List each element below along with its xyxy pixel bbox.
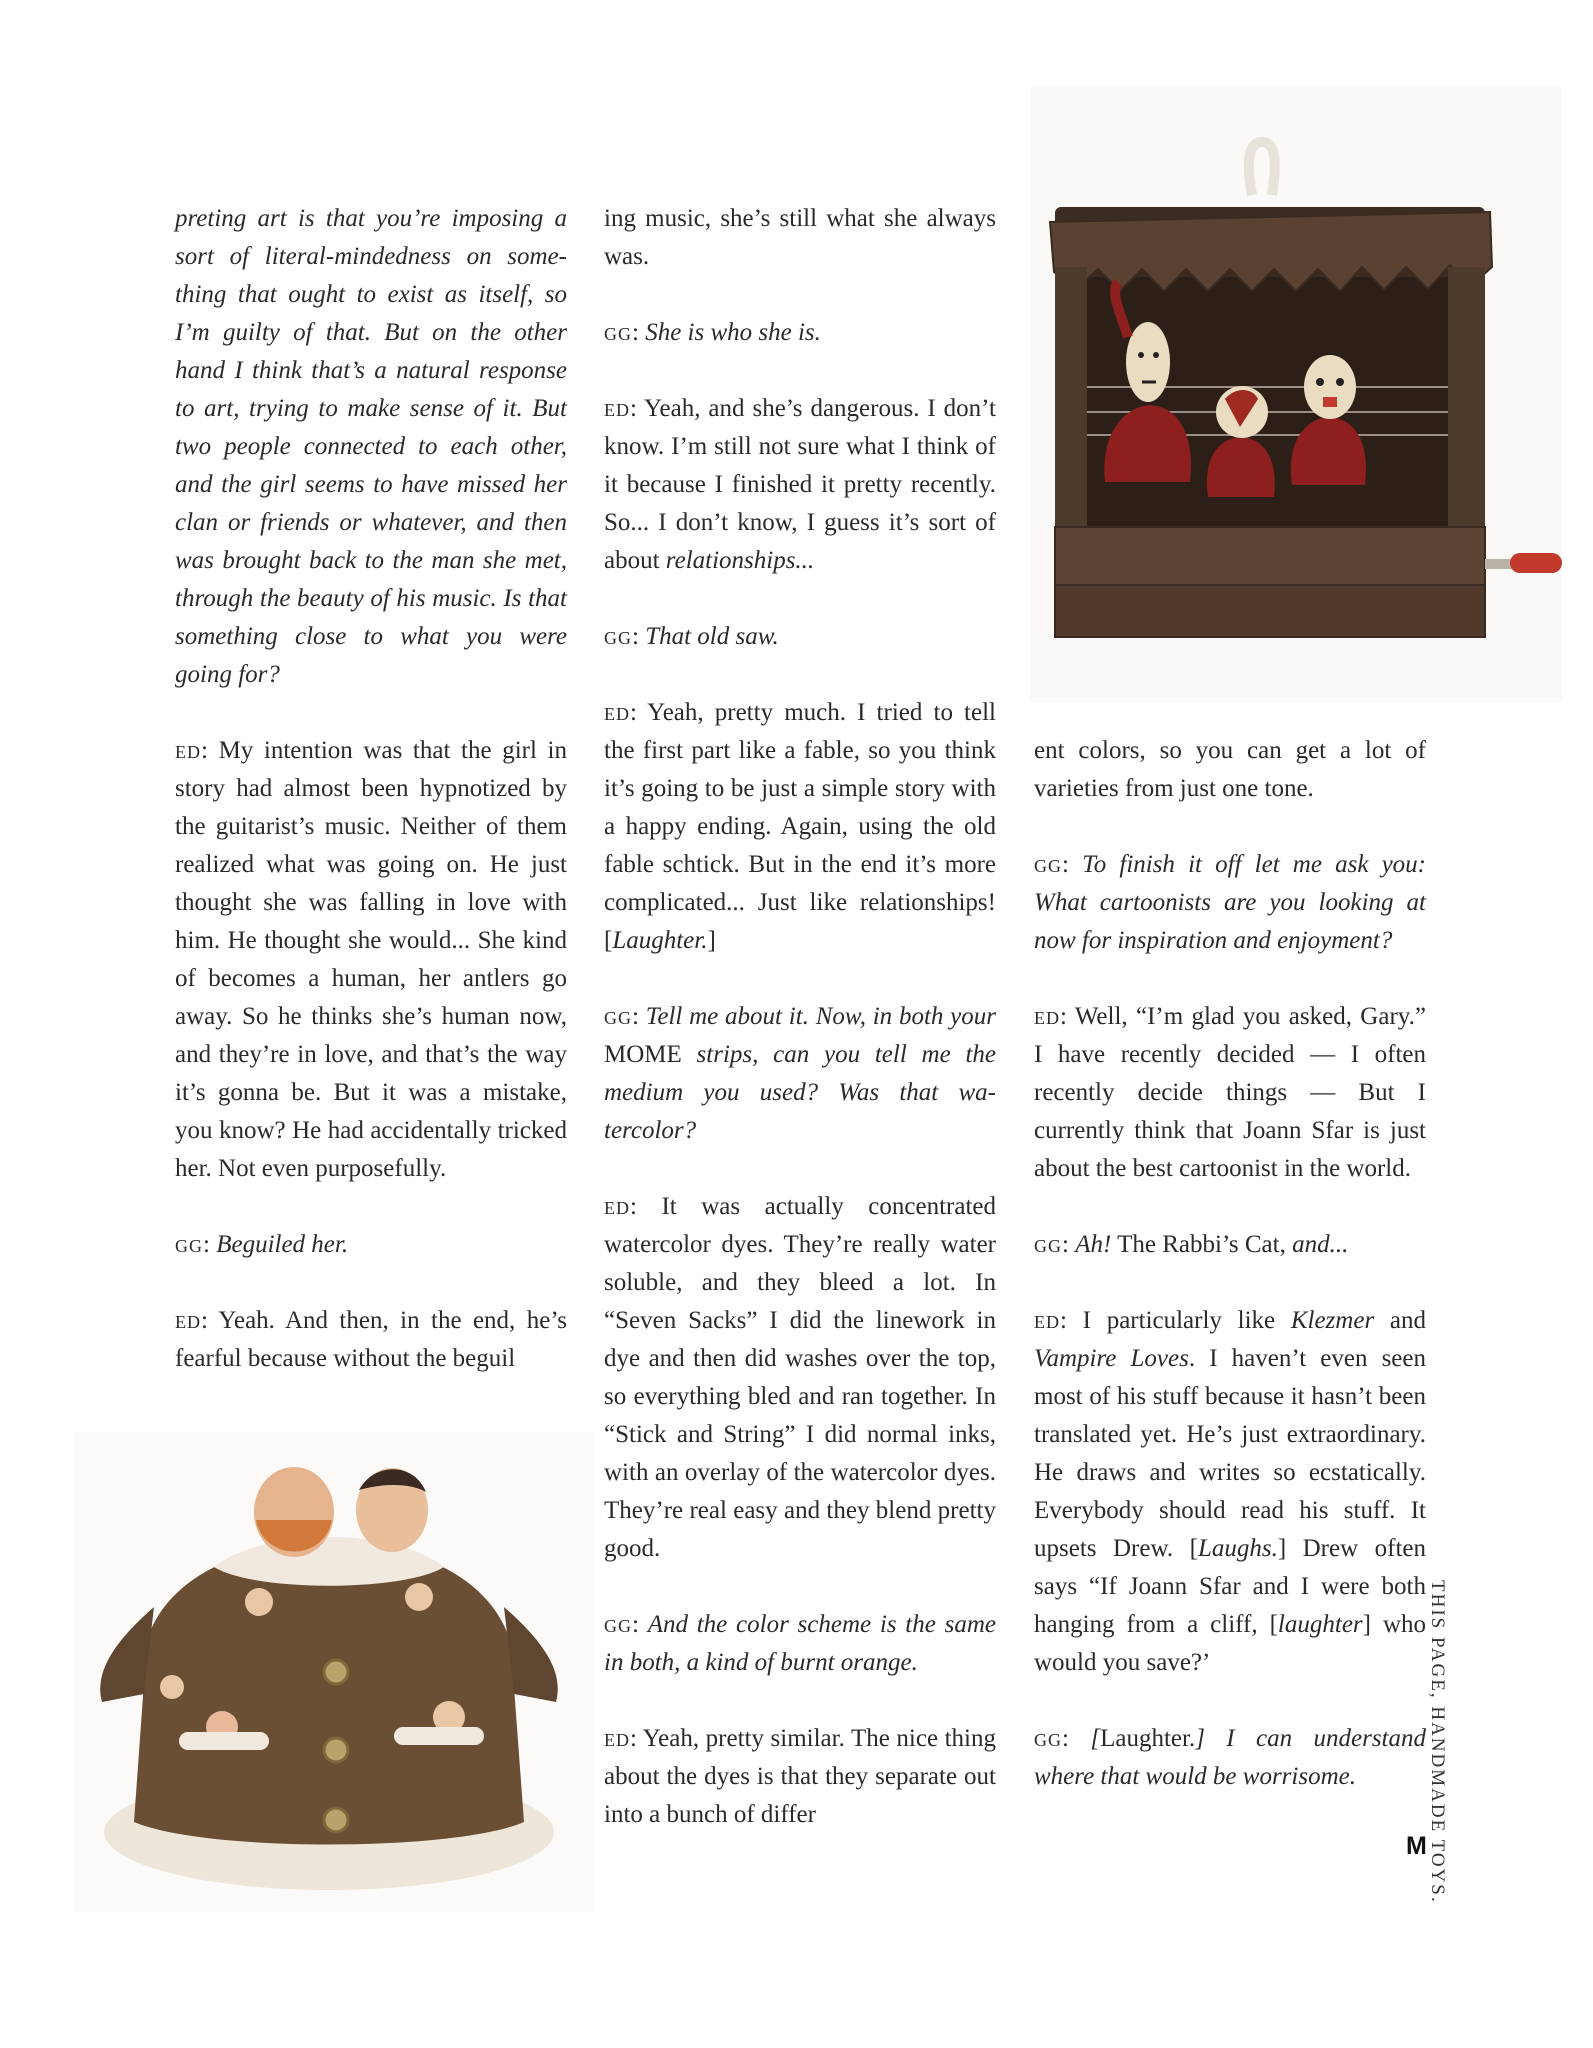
paragraph: ed: Yeah, pretty much. I tried to tell the first part like a fable, so you think it’s going to be just a simple story with a happy ending. Again, using the old fable schtick. But in the end it’s more complicated... Just like relationships! [Laughter.]: [604, 699, 996, 954]
paragraph: gg: And the color scheme is the same in both, a kind of burnt orange.: [604, 1611, 996, 1676]
paragraph: preting art is that you’re imposing a sort of literal-mindedness on something that ought to exist as itself, so I’m guilty of that. But on the other hand I think that’s a natural response to art, trying to make sense of it. But two people connected to each other, and the girl seems to have missed her clan or friends or whatever, and then was brought back to the man she met, through the beauty of his music. Is that something close to what you were going for?: [175, 205, 567, 688]
page-marker: M: [1406, 1832, 1427, 1860]
column-1-top: [175, 200, 567, 694]
speaker-label: ed: [1034, 1003, 1060, 1030]
speaker-label: ed: [604, 1725, 630, 1752]
speaker-label: ed: [175, 1307, 201, 1334]
paragraph: gg: That old saw.: [604, 623, 779, 650]
column-1-bottom: [175, 732, 567, 1378]
paragraph: ed: Yeah, pretty similar. The nice thing about the dyes is that they separate out into a bunch of differ: [604, 1725, 996, 1828]
speaker-label: gg: [1034, 1725, 1062, 1752]
side-caption: THIS PAGE, HANDMADE TOYS.: [1427, 1580, 1448, 1904]
cloth-loop: [1249, 142, 1275, 195]
coat-button: [324, 1738, 348, 1762]
paragraph: gg: Ah! The Rabbi’s Cat, and...: [1034, 1231, 1349, 1258]
speaker-label: ed: [175, 737, 201, 764]
speaker-label: gg: [604, 319, 632, 346]
paragraph: gg: [Laughter.] I can understand where that would be worrisome.: [1034, 1725, 1426, 1790]
small-doll-face: [245, 1588, 273, 1616]
coat-toy-photo: [74, 1432, 594, 1912]
coat-button: [324, 1808, 348, 1832]
paragraph: ent colors, so you can get a lot of varieties from just one tone.: [1034, 737, 1426, 802]
coat-button: [324, 1660, 348, 1684]
paragraph: ed: It was actually concentrated watercolor dyes. They’re really water soluble, and they bleed a lot. In “Seven Sacks” I did the linework in dye and then did washes over the top, so everything bled and ran together. In “Stick and String” I did normal inks, with an overlay of the watercolor dyes. They’re real easy and they blend pretty good.: [604, 1193, 996, 1562]
speaker-label: gg: [175, 1231, 203, 1258]
speaker-label: ed: [604, 1193, 630, 1220]
speaker-label: gg: [604, 1003, 632, 1030]
paragraph: gg: Beguiled her.: [175, 1231, 349, 1258]
paragraph: ed: Yeah, and she’s dangerous. I don’t know. I’m still not sure what I think of it because I finished it pretty recently. So... I don’t know, I guess it’s sort of about relationships...: [604, 395, 996, 574]
speaker-label: ed: [1034, 1307, 1060, 1334]
speaker-label: ed: [604, 395, 630, 422]
speaker-label: gg: [604, 1611, 632, 1638]
paragraph: ing music, she’s still what she always was.: [604, 205, 996, 270]
paragraph: ed: Yeah. And then, in the end, he’s fearful because without the beguil: [175, 1307, 567, 1372]
speaker-label: gg: [1034, 851, 1062, 878]
paragraph: ed: I particularly like Klezmer and Vampire Loves. I haven’t even seen most of his stuff because it hasn’t been translated yet. He’s just extraordinary. He draws and writes so ecstatically. Everybody should read his stuff. It upsets Drew. [Laughs.] Drew often says “If Joann Sfar and I were both hanging from a cliff, [laughter] who would you save?’: [1034, 1307, 1426, 1676]
paragraph: gg: Tell me about it. Now, in both your MOME strips, can you tell me the medium you used? Was that watercolor?: [604, 1003, 996, 1144]
paragraph: gg: She is who she is.: [604, 319, 821, 346]
paragraph: gg: To finish it off let me ask you: What cartoonists are you looking at now for inspiration and enjoyment?: [1034, 851, 1427, 954]
coat-toy-illustration: [74, 1432, 594, 1912]
speaker-label: gg: [1034, 1231, 1062, 1258]
music-box-illustration: [1030, 87, 1562, 702]
speaker-label: ed: [604, 699, 630, 726]
column-3: [1034, 732, 1426, 1796]
small-doll-face: [405, 1583, 433, 1611]
column-2: [604, 200, 996, 1834]
paragraph: ed: My intention was that the girl in story had almost been hypnotized by the guitarist’s music. Neither of them realized what was going on. He just thought she was falling in love with him. He thought she would... She kind of becomes a human, her antlers go away. So he thinks she’s human now, and they’re in love, and that’s the way it’s gonna be. But it was a mistake, you know? He had accidentally tricked her. Not even purposefully.: [175, 737, 567, 1182]
bearded-doll-head: [254, 1467, 334, 1557]
crank-handle: [1510, 553, 1562, 573]
corduroy-coat: [134, 1544, 524, 1845]
paragraph: ed: Well, “I’m glad you asked, Gary.” I have recently decided — I often recently decide things — But I currently think that Joann Sfar is just about the best cartoonist in the world.: [1034, 1003, 1426, 1182]
music-box-toy-photo: [1030, 87, 1562, 702]
dark-hair-doll-head: [356, 1468, 428, 1552]
speaker-label: gg: [604, 623, 632, 650]
small-doll-face: [160, 1675, 184, 1699]
